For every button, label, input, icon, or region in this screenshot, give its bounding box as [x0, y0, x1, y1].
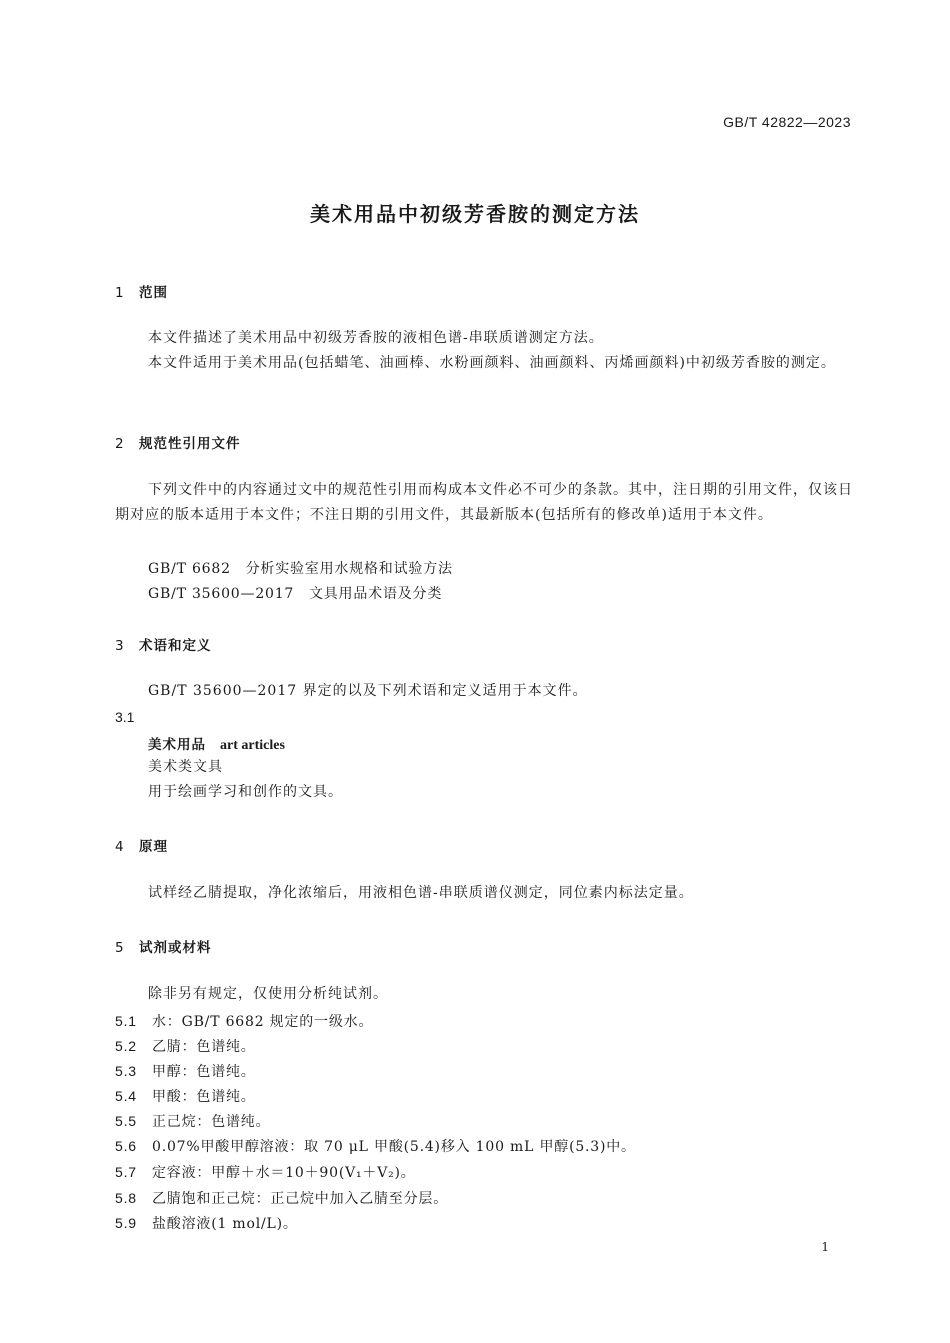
- item-number: 5.7: [115, 1164, 137, 1180]
- item-text: 甲醇：色谱纯。: [152, 1064, 256, 1080]
- list-item: [115, 1188, 448, 1208]
- normative-reference: GB/T 6682 分析实验室用水规格和试验方法: [148, 561, 453, 577]
- section-2-heading: [115, 432, 241, 452]
- item-number: 5.9: [115, 1215, 137, 1231]
- list-item: [115, 1162, 416, 1182]
- item-number: 5.5: [115, 1113, 137, 1129]
- item-text: 0.07%甲酸甲醇溶液：取 70 μL 甲酸(5.4)移入 100 mL 甲醇(5.3)中。: [152, 1139, 636, 1155]
- item-number: 5.6: [115, 1138, 137, 1154]
- list-item: [115, 1036, 256, 1056]
- normative-reference: GB/T 35600—2017 文具用品术语及分类: [148, 586, 443, 602]
- section-title: 规范性引用文件: [139, 436, 241, 452]
- paragraph: 除非另有规定，仅使用分析纯试剂。: [148, 986, 388, 1002]
- item-text: 正己烷：色谱纯。: [152, 1114, 271, 1130]
- item-number: 5.2: [115, 1038, 137, 1054]
- standard-number: GB/T 42822—2023: [723, 114, 851, 130]
- item-text: 甲酸：色谱纯。: [152, 1089, 256, 1105]
- admitted-term: 美术类文具: [148, 759, 223, 775]
- section-4-heading: [115, 835, 168, 855]
- item-number: 5.4: [115, 1088, 137, 1104]
- paragraph: 本文件描述了美术用品中初级芳香胺的液相色谱-串联质谱测定方法。: [148, 330, 604, 346]
- list-item: [115, 1213, 298, 1233]
- section-number: 5: [115, 940, 125, 956]
- item-text: 盐酸溶液(1 mol/L)。: [152, 1216, 298, 1232]
- section-title: 范围: [139, 285, 168, 301]
- item-text: 定容液：甲醇＋水＝10＋90(V₁＋V₂)。: [152, 1165, 416, 1181]
- section-3-heading: [115, 634, 212, 654]
- item-number: 5.3: [115, 1063, 137, 1079]
- item-text: 乙腈饱和正己烷：正己烷中加入乙腈至分层。: [152, 1191, 448, 1207]
- term-number: 3.1: [115, 709, 135, 725]
- term-chinese: 美术用品: [148, 737, 206, 753]
- section-title: 原理: [139, 839, 168, 855]
- document-title: 美术用品中初级芳香胺的测定方法: [310, 202, 640, 226]
- section-5-heading: [115, 936, 212, 956]
- term-definition: 用于绘画学习和创作的文具。: [148, 784, 343, 800]
- list-item: [115, 1086, 256, 1106]
- term-entry: [148, 733, 285, 754]
- section-title: 试剂或材料: [139, 940, 212, 956]
- item-text: 乙腈：色谱纯。: [152, 1039, 256, 1055]
- section-number: 2: [115, 436, 125, 452]
- paragraph: GB/T 35600—2017 界定的以及下列术语和定义适用于本文件。: [148, 683, 588, 699]
- paragraph: 试样经乙腈提取，净化浓缩后，用液相色谱-串联质谱仪测定，同位素内标法定量。: [148, 885, 694, 901]
- item-number: 5.8: [115, 1190, 137, 1206]
- paragraph: 下列文件中的内容通过文中的规范性引用而构成本文件必不可少的条款。其中，注日期的引用文件，仅该日期对应的版本适用于本文件；不注日期的引用文件，其最新版本(包括所有的修改单)适用于本文件。: [115, 482, 853, 523]
- section-number: 1: [115, 285, 125, 301]
- list-item: [115, 1011, 373, 1031]
- list-item: [115, 1061, 256, 1081]
- list-item: [115, 1111, 270, 1131]
- section-number: 3: [115, 638, 125, 654]
- section-title: 术语和定义: [139, 638, 212, 654]
- section-number: 4: [115, 839, 125, 855]
- term-english: art articles: [220, 738, 285, 753]
- page-number: 1: [821, 1240, 829, 1254]
- item-number: 5.1: [115, 1013, 137, 1029]
- list-item: [115, 1136, 636, 1156]
- item-text: 水：GB/T 6682 规定的一级水。: [152, 1014, 374, 1030]
- paragraph: 本文件适用于美术用品(包括蜡笔、油画棒、水粉画颜料、油画颜料、丙烯画颜料)中初级芳香胺的测定。: [148, 355, 836, 371]
- section-1-heading: [115, 281, 168, 301]
